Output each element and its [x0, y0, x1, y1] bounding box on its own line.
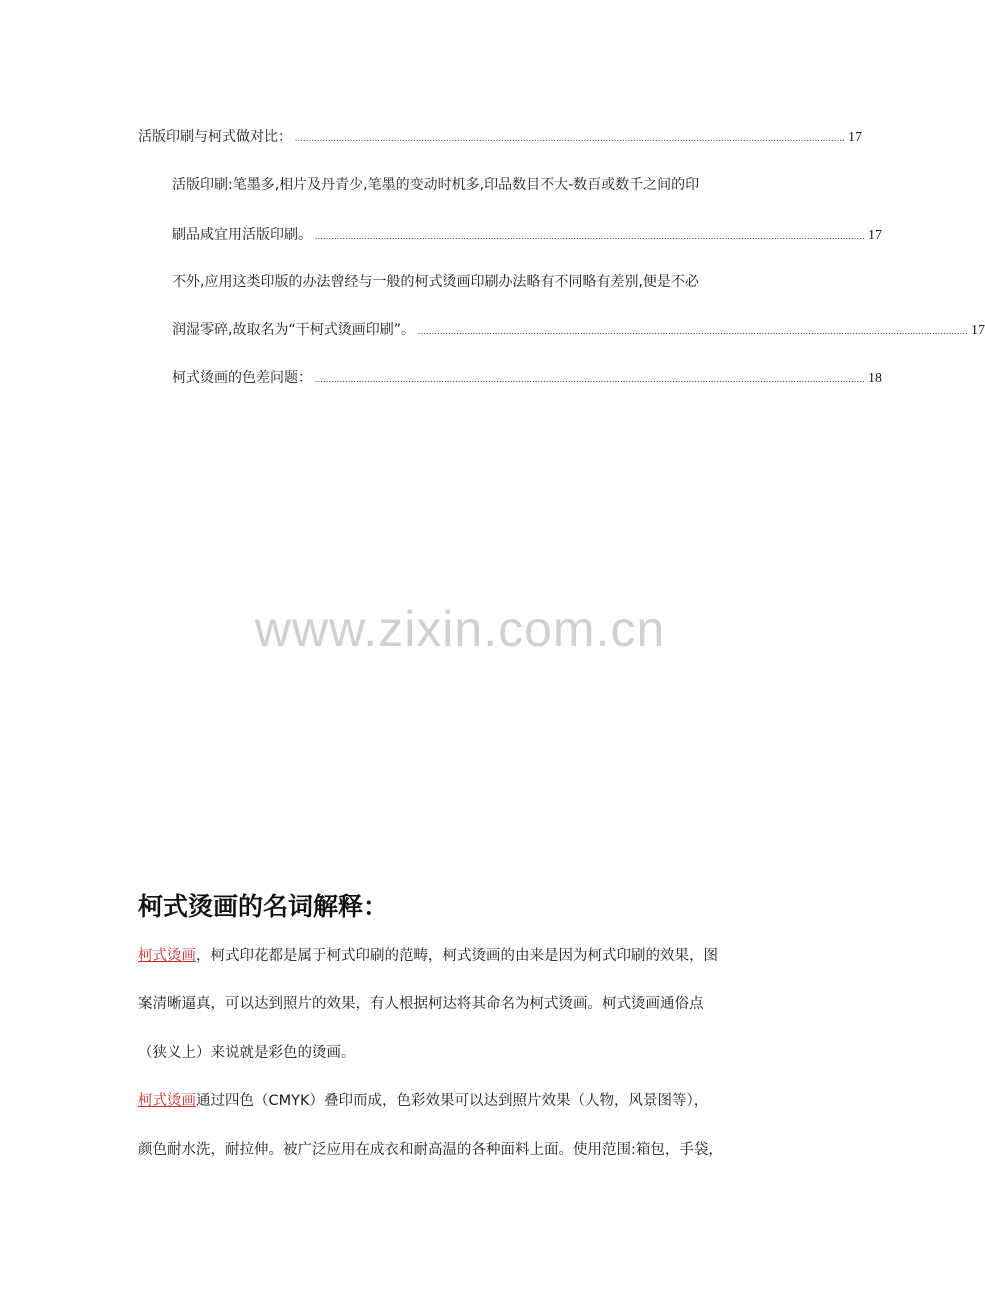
toc-entry[interactable]	[172, 368, 882, 389]
paragraph-line: 案清晰逼真，可以达到照片的效果，有人根据柯达将其命名为柯式烫画。柯式烫画通俗点	[138, 996, 704, 1012]
toc-entry-title-cont: 刷品咸宜用活版印刷。	[172, 227, 312, 243]
term-link[interactable]: 柯式烫画	[138, 1093, 196, 1109]
toc-page-number: 17	[848, 130, 862, 145]
toc-leader-dots: ........................................................................................................................................................................................................	[295, 133, 845, 143]
paragraph-line	[138, 946, 718, 966]
term-link[interactable]: 柯式烫画	[138, 948, 196, 964]
toc-entry[interactable]	[138, 127, 862, 148]
toc-leader-dots: ........................................................................................................................................................................................................	[417, 326, 968, 336]
paragraph-text: 通过四色（CMYK）叠印而成，色彩效果可以达到照片效果（人物，风景图等），	[196, 1093, 709, 1109]
toc-entry[interactable]	[172, 320, 985, 341]
toc-entry-title: 活版印刷与柯式做对比：	[138, 129, 292, 145]
toc-page-number: 17	[970, 323, 985, 338]
paragraph-text: ，柯式印花都是属于柯式印刷的范畴，柯式烫画的由来是因为柯式印刷的效果，图	[196, 948, 718, 964]
toc-entry-title[interactable]: 不外,应用这类印版的办法曾经与一般的柯式烫画印刷办法略有不同略有差别,便是不必	[172, 274, 699, 290]
toc-page-number: 18	[868, 371, 882, 386]
toc-entry-title: 柯式烫画的色差问题：	[172, 370, 312, 386]
section-heading: 柯式烫画的名词解释：	[138, 892, 389, 921]
toc-leader-dots: ........................................................................................................................................................................................................	[315, 231, 865, 241]
toc-leader-dots: ........................................................................................................................................................................................................	[315, 374, 865, 384]
paragraph-line: （狭义上）来说就是彩色的烫画。	[138, 1045, 356, 1061]
toc-entry-title[interactable]: 活版印刷:笔墨多,相片及丹青少,笔墨的变动时机多,印品数目不大-数百或数千之间的印	[172, 177, 700, 193]
paragraph-line: 颜色耐水洗，耐拉伸。被广泛应用在成衣和耐高温的各种面料上面。使用范围:箱包，手袋，	[138, 1142, 723, 1158]
toc-entry-title-cont: 润湿零碎,故取名为“干柯式烫画印刷”。	[172, 322, 415, 338]
toc-page-number: 17	[868, 228, 882, 243]
watermark: www.zixin.com.cn	[254, 601, 666, 657]
paragraph-line	[138, 1091, 708, 1111]
toc-entry[interactable]	[172, 225, 882, 246]
